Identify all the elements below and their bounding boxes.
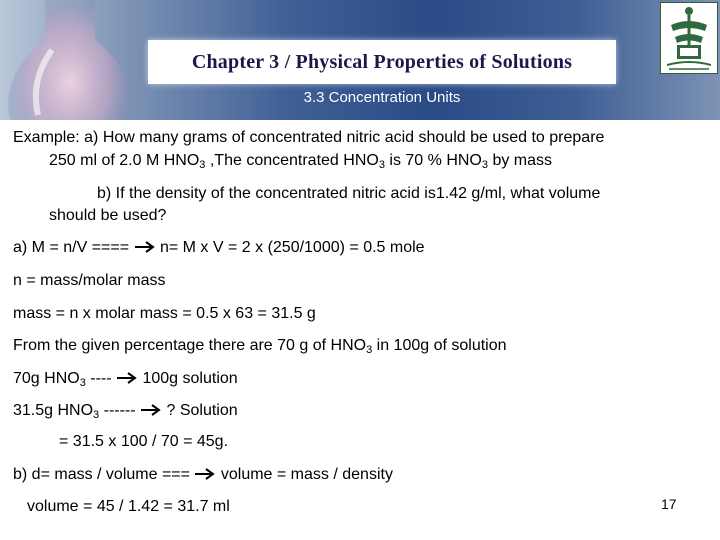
example-line-b2: should be used? [49, 207, 167, 224]
arrow-right-icon [140, 404, 162, 416]
solution-line-8: b) d= mass / volume === volume = mass / density [13, 466, 393, 483]
page-number: 17 [661, 496, 677, 512]
university-logo-icon [660, 2, 718, 74]
slide-subtitle: 3.3 Concentration Units [303, 89, 461, 106]
slide-header [0, 0, 720, 120]
arrow-right-icon [134, 241, 156, 253]
slide-title: Chapter 3 / Physical Properties of Solutions [191, 50, 573, 73]
arrow-right-icon [194, 468, 216, 480]
arrow-right-icon [116, 372, 138, 384]
title-box [148, 40, 616, 84]
solution-line-5: 70g $HNO_3$ ---- 100g solution [13, 370, 238, 389]
example-line-b1: b) If the density of the concentrated nitric acid is1.42 g/ml, what volume [97, 185, 601, 202]
solution-line-2: n = mass/molar mass [13, 272, 166, 289]
example-line-a2: 250 ml of 2.0 M $HNO_3$ ,The concentrated $HNO_3$ is 70 % $HNO_3$ by mass [49, 152, 553, 171]
solution-line-4: From the given percentage there are 70 g of $HNO_3$ in 100g of solution [13, 337, 507, 356]
solution-line-3: mass = n x molar mass = 0.5 x 63 = 31.5 g [13, 305, 316, 322]
example-line-a1: Example: a) How many grams of concentrated nitric acid should be used to prepare [13, 129, 605, 146]
solution-line-6: 31.5g $HNO_3$ ------ ? Solution [13, 402, 238, 421]
solution-line-9: volume = 45 / 1.42 = 31.7 ml [27, 498, 230, 515]
solution-line-1: a) M = n/V ==== n= M x V = 2 x (250/1000) = 0.5 mole [13, 239, 425, 256]
solution-line-7: = 31.5 x 100 / 70 = 45g. [59, 433, 229, 450]
